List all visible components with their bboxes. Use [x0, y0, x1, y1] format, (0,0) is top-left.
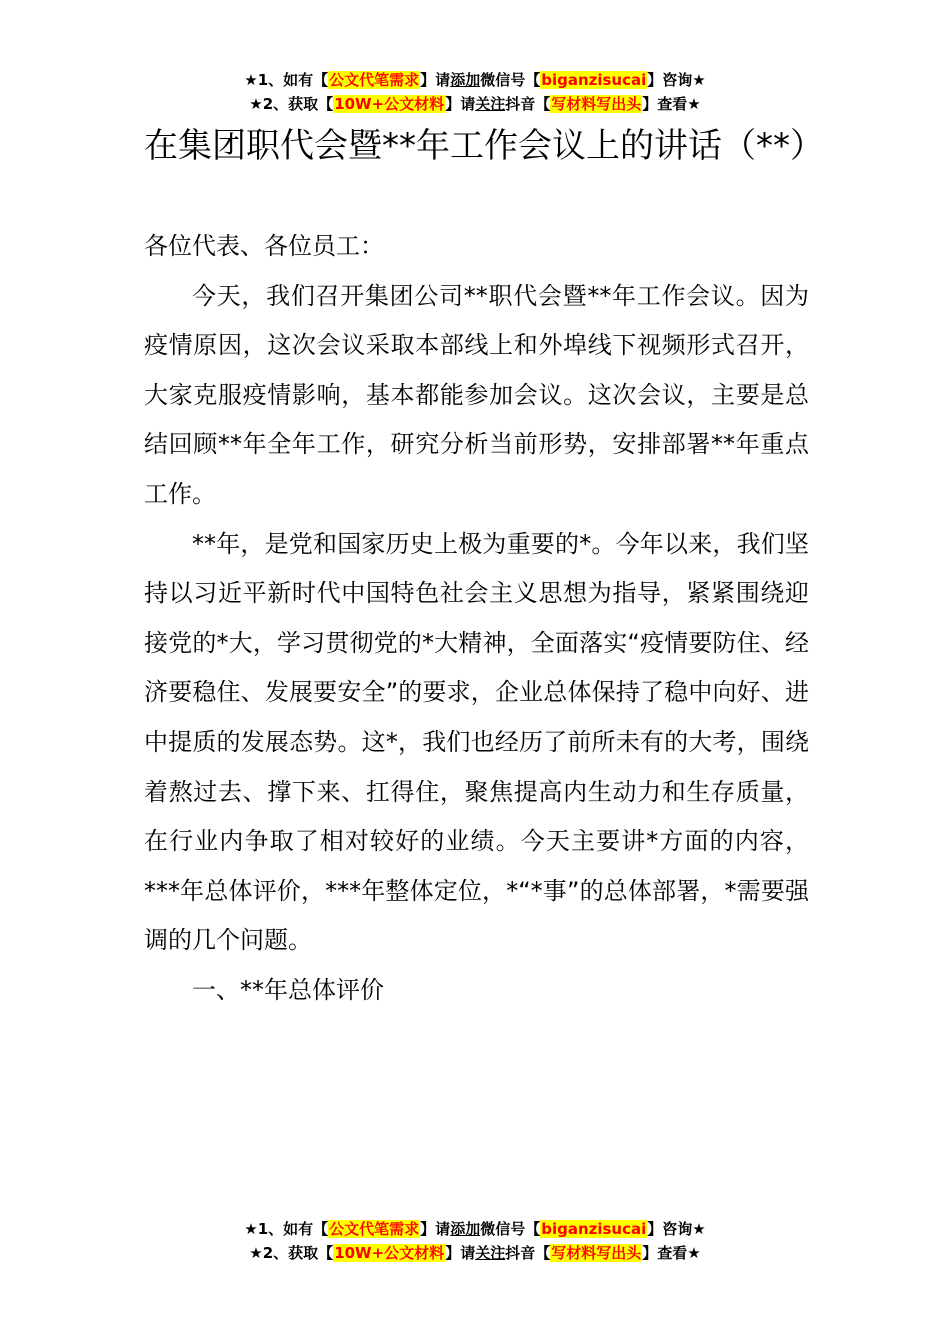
paragraph: 今天，我们召开集团公司**职代会暨**年工作会议。因为疫情原因，这次会议采取本部线上和外埠线下视频形式召开，大家克服疫情影响，基本都能参加会议。这次会议，主要是总结回顾**年全年工作，研究分析当前形势，安排部署**年重点工作。	[144, 281, 809, 508]
document-title: 在集团职代会暨**年工作会议上的讲话（**）	[144, 126, 824, 166]
underlined-text: 添加	[450, 71, 481, 89]
banner-line-1	[0, 68, 950, 92]
banner-text: 微信号【	[480, 71, 541, 89]
banner-text: ★1、如有【	[244, 71, 329, 89]
bottom-banner	[0, 1217, 950, 1265]
banner-text: 】查看★	[642, 95, 701, 113]
banner-line-2	[0, 1241, 950, 1265]
highlight-text: 公文代笔需求	[329, 71, 420, 89]
highlight-text: biganzisucai	[541, 1220, 647, 1238]
underlined-text: 关注	[475, 1244, 506, 1262]
highlight-text: biganzisucai	[541, 71, 647, 89]
banner-text: 】咨询★	[647, 1220, 706, 1238]
banner-text: 】请	[445, 95, 476, 113]
highlight-text: 10W+公文材料	[334, 1244, 445, 1262]
banner-text: ★1、如有【	[244, 1220, 329, 1238]
underlined-text: 关注	[475, 95, 506, 113]
banner-text: 】请	[445, 1244, 476, 1262]
underlined-text: 添加	[450, 1220, 481, 1238]
paragraph: **年，是党和国家历史上极为重要的*。今年以来，我们坚持以习近平新时代中国特色社会主义思想为指导，紧紧围绕迎接党的*大，学习贯彻党的*大精神，全面落实“疫情要防住、经济要稳住、发展要安全”的要求，企业总体保持了稳中向好、进中提质的发展态势。这*，我们也经历了前所未有的大考，围绕着熬过去、撑下来、扛得住，聚焦提高内生动力和生存质量，在行业内争取了相对较好的业绩。今天主要讲*方面的内容，***年总体评价，***年整体定位，*“*事”的总体部署，*需要强调的几个问题。	[144, 529, 809, 955]
banner-text: ★2、获取【	[249, 1244, 334, 1262]
section-heading: 一、**年总体评价	[192, 975, 384, 1004]
banner-text: 】咨询★	[647, 71, 706, 89]
salutation: 各位代表、各位员工：	[144, 232, 384, 260]
banner-line-2	[0, 92, 950, 116]
highlight-text: 写材料写出头	[551, 1244, 642, 1262]
banner-text: 】请	[420, 1220, 451, 1238]
highlight-text: 10W+公文材料	[334, 95, 445, 113]
highlight-text: 写材料写出头	[551, 95, 642, 113]
banner-text: 微信号【	[480, 1220, 541, 1238]
banner-line-1	[0, 1217, 950, 1241]
highlight-text: 公文代笔需求	[329, 1220, 420, 1238]
banner-text: 】查看★	[642, 1244, 701, 1262]
banner-text: 】请	[420, 71, 451, 89]
banner-text: 抖音【	[505, 95, 551, 113]
banner-text: 抖音【	[505, 1244, 551, 1262]
top-banner	[0, 68, 950, 116]
banner-text: ★2、获取【	[249, 95, 334, 113]
document-body	[144, 222, 809, 1016]
